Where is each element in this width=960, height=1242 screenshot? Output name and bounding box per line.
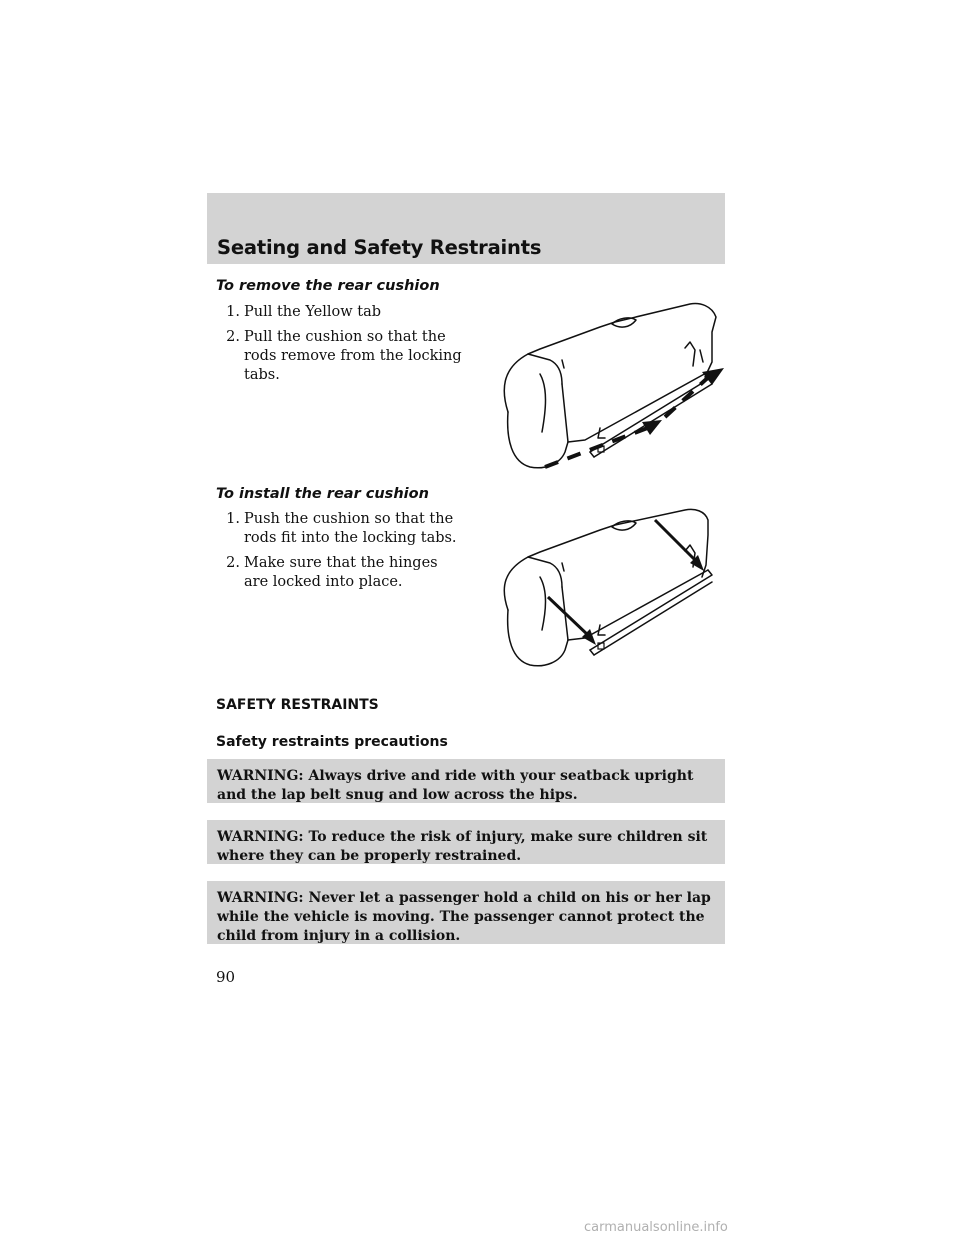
install-steps-list <box>216 510 466 598</box>
warning-box <box>207 759 725 803</box>
warning-box <box>207 881 725 944</box>
step-number: 1. <box>226 511 240 527</box>
list-item <box>216 510 466 548</box>
remove-steps-list <box>216 303 466 391</box>
section-title: Seating and Safety Restraints <box>217 236 542 259</box>
precautions-subheading: Safety restraints precautions <box>216 734 448 750</box>
page-number: 90 <box>216 968 236 986</box>
step-number: 1. <box>226 304 240 320</box>
list-item <box>216 303 466 322</box>
step-number: 2. <box>226 329 240 345</box>
warning-text: WARNING: Always drive and ride with your seatback upright and the lap belt snug and low across the hips. <box>217 768 694 803</box>
section-header-band <box>207 193 725 264</box>
step-text: Push the cushion so that the rods fit into the locking tabs. <box>244 511 457 546</box>
warning-text: WARNING: To reduce the risk of injury, make sure children sit where they can be properly restrained. <box>217 829 708 864</box>
list-item <box>216 328 466 385</box>
list-item <box>216 554 466 592</box>
warning-text: WARNING: Never let a passenger hold a child on his or her lap while the vehicle is moving. The passenger cannot protect the child from injury in a collision. <box>217 890 711 944</box>
watermark: carmanualsonline.info <box>584 1220 728 1235</box>
step-text: Make sure that the hinges are locked into place. <box>244 555 438 590</box>
remove-cushion-heading: To remove the rear cushion <box>216 278 440 294</box>
step-text: Pull the cushion so that the rods remove from the locking tabs. <box>244 329 462 383</box>
remove-cushion-illustration <box>490 292 730 477</box>
install-cushion-heading: To install the rear cushion <box>216 486 429 502</box>
safety-restraints-heading: SAFETY RESTRAINTS <box>216 697 379 713</box>
step-text: Pull the Yellow tab <box>244 304 382 320</box>
install-cushion-illustration <box>490 505 730 675</box>
warning-box <box>207 820 725 864</box>
step-number: 2. <box>226 555 240 571</box>
